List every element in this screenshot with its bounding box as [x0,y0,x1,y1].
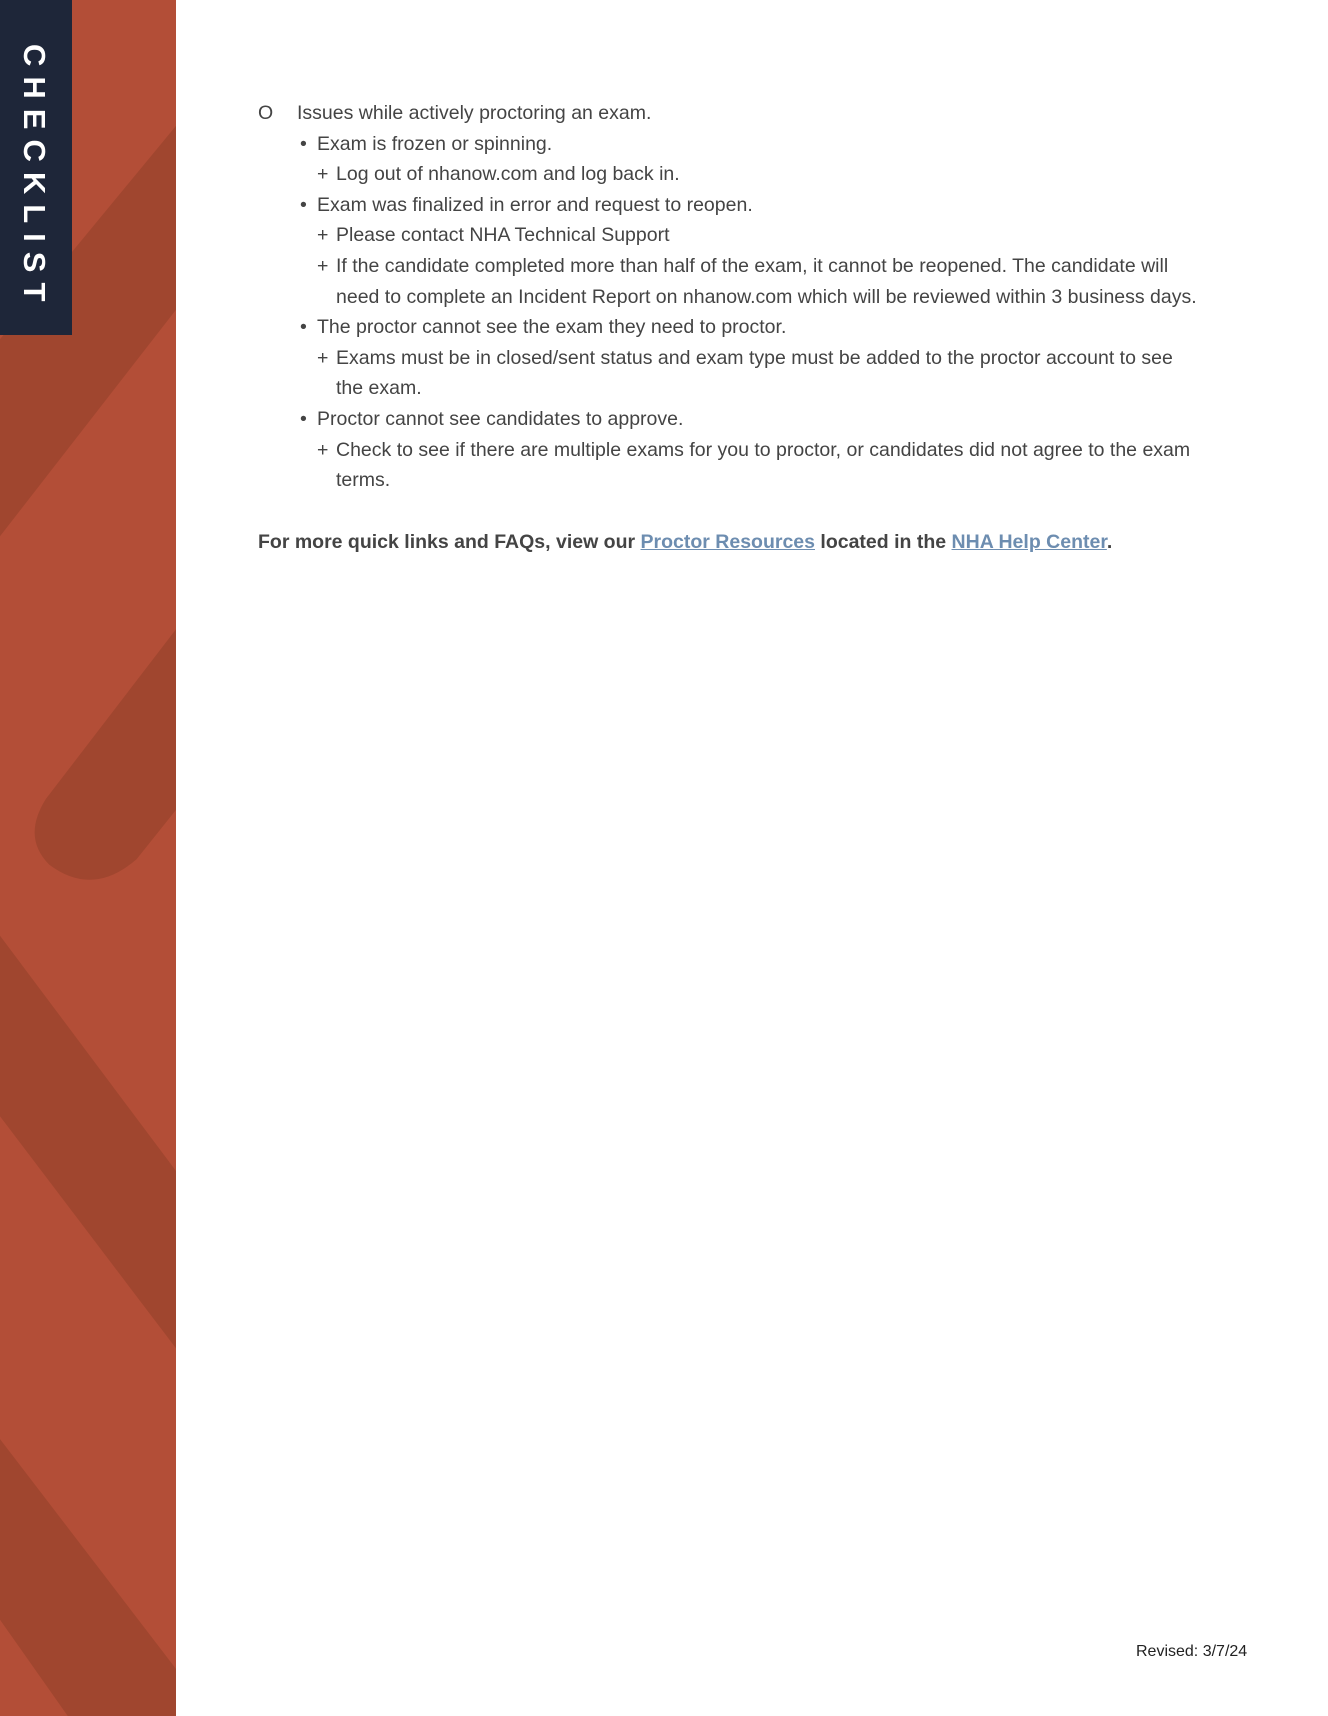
list-item [258,190,1198,221]
list-item-text: Exam is frozen or spinning. [317,132,553,155]
list-item [258,404,1198,435]
stripe [35,629,176,879]
plus-icon: + [317,163,329,186]
list-item-text: Please contact NHA Technical Support [336,224,670,247]
checklist-content [258,98,1198,557]
list-item-text: Proctor cannot see candidates to approve. [317,407,684,430]
list-item-text: Check to see if there are multiple exams for you to proctor, or candidates did not agree to the exam terms. [336,438,1191,492]
plus-icon: + [317,438,329,461]
bullet-icon: • [300,193,307,216]
list-item [258,98,1198,129]
list-item [258,251,1198,312]
bullet-icon: • [300,316,307,339]
list-item-text: Log out of nhanow.com and log back in. [336,163,680,186]
list-item [258,435,1198,496]
nha-help-center-link[interactable]: NHA Help Center [951,530,1107,553]
stripe [0,936,176,1349]
list-item-text: If the candidate completed more than half of the exam, it cannot be reopened. The candidate will need to complete an Incident Report on nhanow.com which will be reviewed within 3 business days. [336,254,1197,308]
list-item [258,159,1198,190]
list-item [258,343,1198,404]
plus-icon: + [317,346,329,369]
list-item [258,312,1198,343]
bullet-icon: • [300,407,307,430]
decorative-sidebar [0,0,176,1716]
list-item-text: Issues while actively proctoring an exam. [297,102,652,124]
list-item-text: Exam was finalized in error and request to reopen. [317,193,753,216]
checklist-label: CHECKLIST [17,44,52,312]
list-item [258,220,1198,251]
revised-date: Revised: 3/7/24 [1136,1643,1248,1660]
footer-text: located in the [815,530,952,553]
list-item-text: Exams must be in closed/sent status and exam type must be added to the proctor account to see the exam. [336,346,1173,400]
checklist-tab [0,0,72,335]
proctor-resources-link[interactable]: Proctor Resources [640,530,815,553]
list-item [258,129,1198,160]
plus-icon: + [317,254,329,277]
plus-icon: + [317,224,329,247]
list-item-text: The proctor cannot see the exam they need to proctor. [317,316,787,339]
stripe [0,1439,176,1716]
bullet-icon: • [300,132,307,155]
footer-text: . [1106,530,1113,553]
checklist-list [258,98,1198,496]
circle-bullet-icon: O [258,102,274,124]
footer-text: For more quick links and FAQs, view our [258,530,641,553]
footer-note [258,527,1198,558]
